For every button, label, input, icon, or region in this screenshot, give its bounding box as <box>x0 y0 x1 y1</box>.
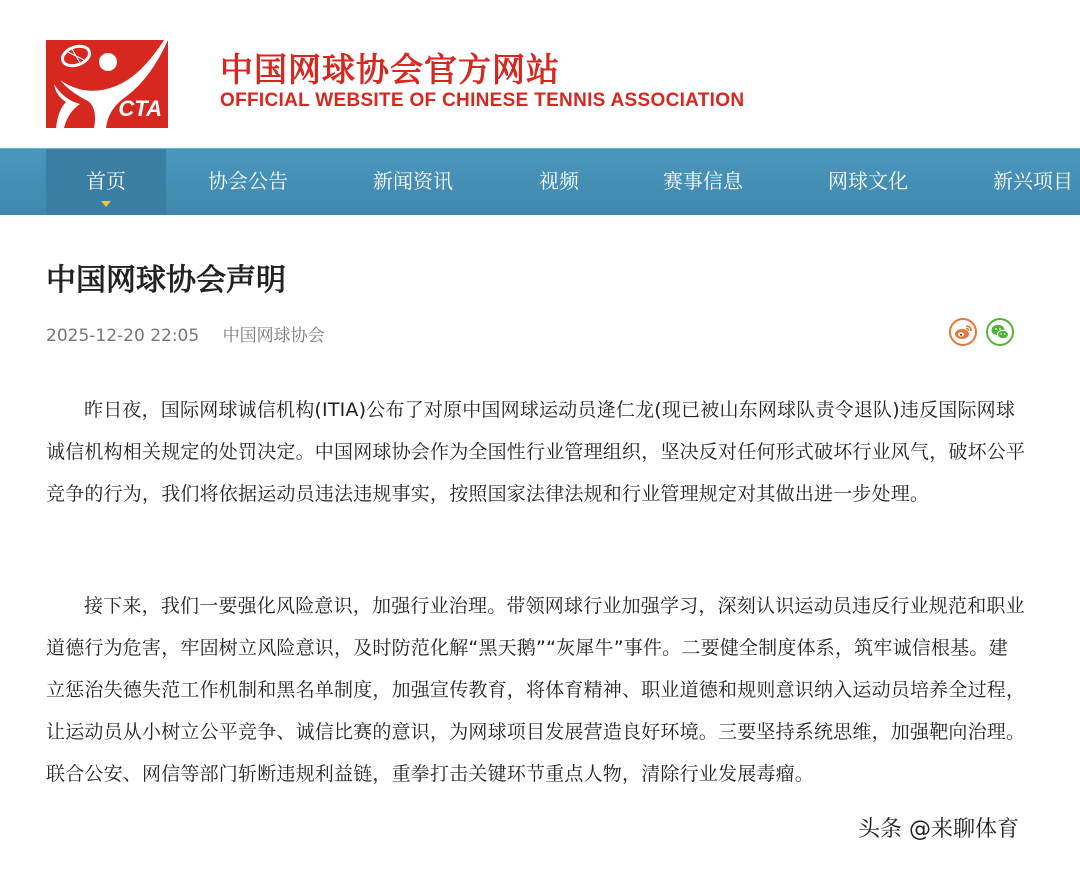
article-meta <box>46 321 325 346</box>
article-paragraph-1: 昨日夜，国际网球诚信机构(ITIA)公布了对原中国网球运动员逄仁龙(现已被山东网球队责令退队)违反国际网球诚信机构相关规定的处罚决定。中国网球协会作为全国性行业管理组织，坚决反对任何形式破坏行业风气，破坏公平竞争的行为，我们将依据运动员违法违规事实，按照国家法律法规和行业管理规定对其做出进一步处理。 <box>46 399 1026 505</box>
nav-label: 新兴项目 <box>993 169 1073 193</box>
nav-item-announcements[interactable] <box>208 149 288 215</box>
active-caret-icon <box>101 201 111 207</box>
site-header <box>0 0 1080 148</box>
article-title: 中国网球协会声明 <box>46 263 286 298</box>
share-weibo-button[interactable] <box>949 318 977 346</box>
nav-label: 首页 <box>86 169 126 193</box>
cta-logo[interactable] <box>46 40 168 128</box>
nav-label: 协会公告 <box>208 169 288 193</box>
main-nav <box>0 148 1080 215</box>
site-name-en: OFFICIAL WEBSITE OF CHINESE TENNIS ASSOCIATION <box>220 90 745 111</box>
article-datetime: 2025-12-20 22:05 <box>46 326 200 346</box>
nav-item-video[interactable] <box>539 149 579 215</box>
nav-item-events[interactable] <box>663 149 743 215</box>
nav-label: 新闻资讯 <box>373 169 453 193</box>
article-source: 中国网球协会 <box>222 326 325 346</box>
nav-label: 赛事信息 <box>663 169 743 193</box>
nav-item-home[interactable] <box>46 149 166 215</box>
nav-item-culture[interactable] <box>828 149 908 215</box>
share-wechat-button[interactable] <box>986 318 1014 346</box>
wechat-icon <box>990 322 1010 342</box>
nav-item-emerging[interactable] <box>993 149 1073 215</box>
article-paragraph-2: 接下来，我们一要强化风险意识，加强行业治理。带领网球行业加强学习，深刻认识运动员违反行业规范和职业道德行为危害，牢固树立风险意识，及时防范化解“黑天鹅”“灰犀牛”事件。二要健全制度体系，筑牢诚信根基。建立惩治失德失范工作机制和黑名单制度，加强宣传教育，将体育精神、职业道德和规则意识纳入运动员培养全过程，让运动员从小树立公平竞争、诚信比赛的意识，为网球项目发展营造良好环境。三要坚持系统思维，加强靶向治理。联合公安、网信等部门斩断违规利益链，重拳打击关键环节重点人物，清除行业发展毒瘤。 <box>46 595 1026 785</box>
toutiao-watermark: 头条 @来聊体育 <box>858 817 1019 842</box>
weibo-icon <box>953 322 973 342</box>
nav-label: 视频 <box>539 169 579 193</box>
site-name-cn: 中国网球协会官方网站 <box>220 50 560 89</box>
nav-label: 网球文化 <box>828 169 908 193</box>
logo-text: CTA <box>118 96 162 121</box>
nav-item-news[interactable] <box>373 149 453 215</box>
